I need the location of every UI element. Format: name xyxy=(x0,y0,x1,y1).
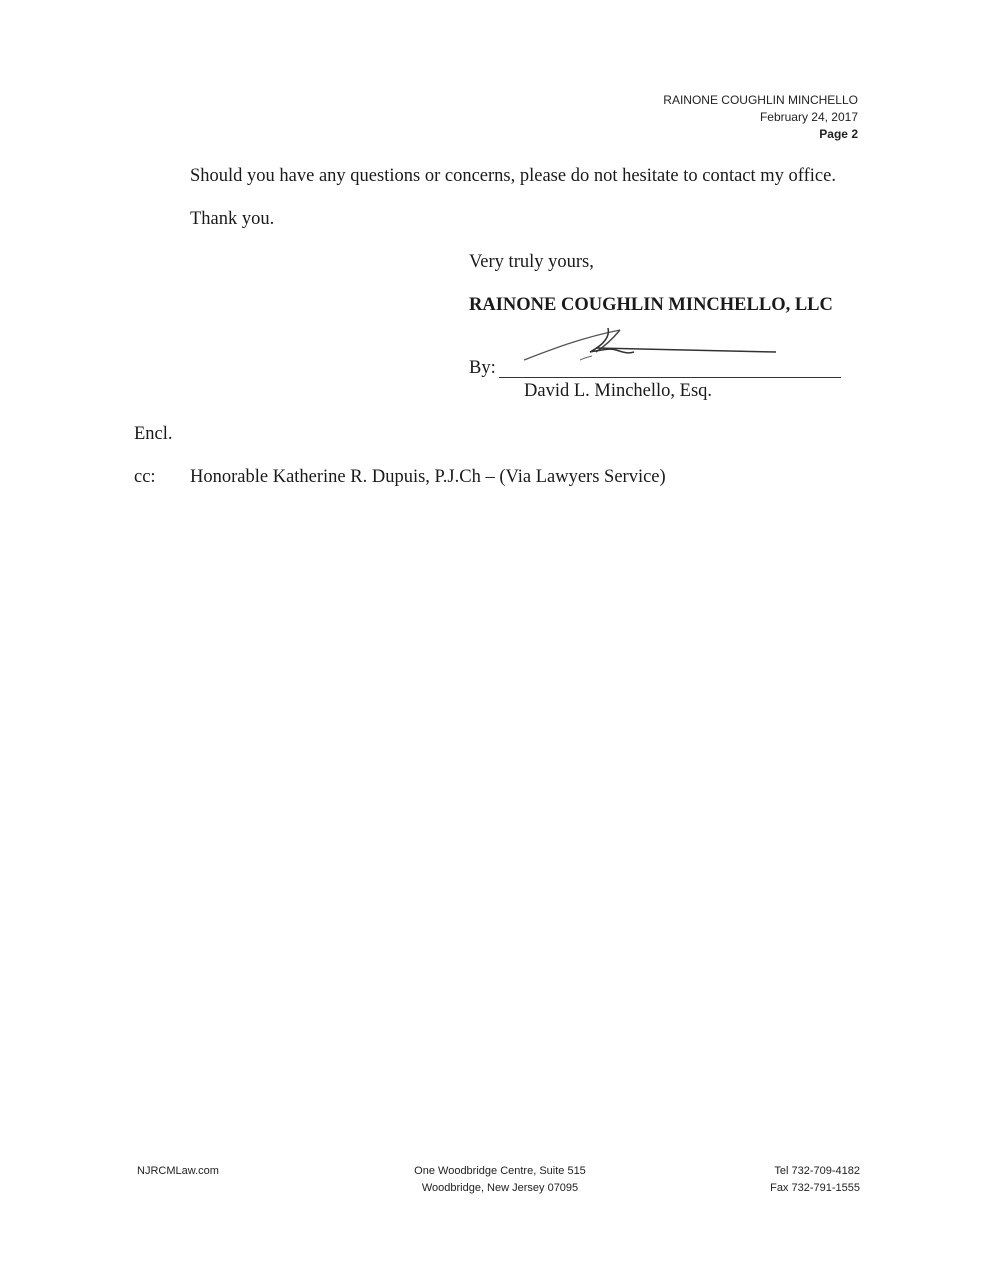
closing-salutation: Very truly yours, xyxy=(469,252,594,272)
signer-name: David L. Minchello, Esq. xyxy=(524,381,713,401)
by-label: By: xyxy=(469,358,496,378)
footer-address-line-1: One Woodbridge Centre, Suite 515 xyxy=(414,1165,586,1177)
footer-address-block xyxy=(410,1163,590,1197)
header-page xyxy=(663,126,858,143)
signature-line xyxy=(499,377,841,378)
footer-address-line-2: Woodbridge, New Jersey 07095 xyxy=(421,1182,579,1194)
enclosure-note: Encl. xyxy=(134,424,173,444)
footer-website: NJRCMLaw.com xyxy=(137,1165,219,1177)
footer-contact-block xyxy=(770,1163,860,1197)
header-date: February 24, 2017 xyxy=(759,110,858,124)
body-paragraph-2: Thank you. xyxy=(190,209,275,229)
cc-recipient: Honorable Katherine R. Dupuis, P.J.Ch – (Via Lawyers Service) xyxy=(190,467,666,487)
body-paragraph-1: Should you have any questions or concerns, please do not hesitate to contact my office. xyxy=(190,166,836,186)
footer-fax: Fax 732-791-1555 xyxy=(770,1182,860,1194)
letter-header xyxy=(663,92,858,143)
footer-website-block xyxy=(137,1163,219,1180)
page-label: Page xyxy=(819,127,848,141)
page-number: 2 xyxy=(851,127,858,141)
header-firm: RAINONE COUGHLIN MINCHELLO xyxy=(663,93,858,107)
signature-row xyxy=(469,358,841,382)
closing-firm-name: RAINONE COUGHLIN MINCHELLO, LLC xyxy=(469,295,833,315)
cc-label: cc: xyxy=(134,467,156,487)
footer-tel: Tel 732-709-4182 xyxy=(774,1165,860,1177)
